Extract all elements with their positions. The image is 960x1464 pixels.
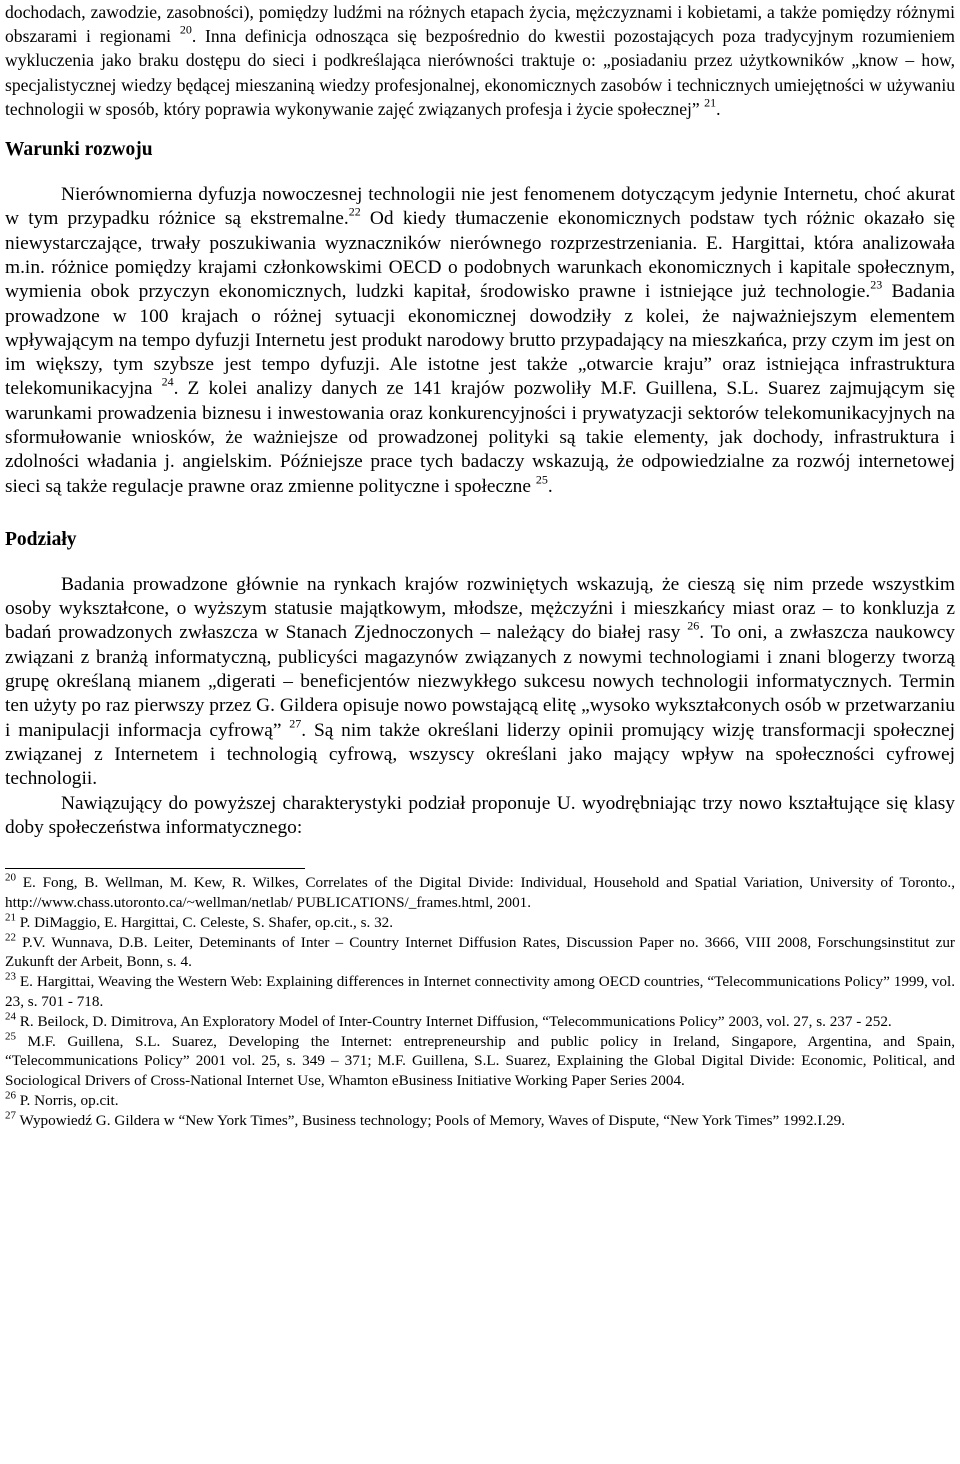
footnote-text: P.V. Wunnava, D.B. Leiter, Deteminants of Inter – Country Internet Diffusion Rates, Discussion Paper no. 3666, VIII 2008, Forschungsinstitut zur Zukunft der Arbeit, Bonn, s. 4. [5,933,955,971]
paragraph-text: dochodach, zawodzie, zasobności), pomiędzy ludźmi na różnych etapach życia, mężczyznami i kobietami, a także pomiędzy różnymi obszarami i regionami [5,2,955,47]
footnote [5,873,955,913]
paragraph-text: . [716,98,721,119]
footnote-ref[interactable]: 22 [348,204,361,219]
paragraph-text: . Są nim także określani liderzy opinii promujący wizję transformacji społecznej związanej z Internetem i technologią cyfrową, wszyscy określani jako mający wpływ na społeczności cyfrowej technologii. [5,719,956,790]
footnote [5,1029,955,1091]
footnote-text: P. Norris, op.cit. [16,1091,119,1109]
section-heading-divisions: Podziały [5,528,77,550]
footnote-number: 27 [5,1109,16,1122]
footnote [5,913,955,933]
footnote-number: 23 [5,970,16,983]
footnote-number: 21 [5,911,16,924]
paragraph-text: . Inna definicja odnosząca się bezpośrednio do kwestii pozostających poza tradycyjnym rozumieniem wykluczenia jako braku dostępu do sieci i podkreślająca nierówności traktuje o: „posiadaniu przez użytkowników „know – how, specjalistycznej wiedzy będącej mieszaniną wiedzy profesjonalnej, ekonomicznych zasobów i technicznych umiejętności w używaniu technologii w sposób, który poprawia wykonywanie zajęć związanych profesja i życie społecznej” [5,26,955,119]
footnote-ref[interactable]: 23 [870,277,883,292]
footnote-number: 26 [5,1089,16,1102]
footnote-number: 20 [5,871,16,884]
footnote-ref[interactable]: 26 [687,619,700,634]
paragraph-text: . Z kolei analizy danych ze 141 krajów pozwoliły M.F. Guillena, S.L. Suarez zajmującym się warunkami prowadzenia biznesu i inwestowania oraz konkurencyjności i prywatyzacji sektorów telekomunikacyjnych na sformułowanie wniosków, że ważniejsze od prowadzonej polityki są takie elementy, jak dochody, infrastruktura i zdolności władania j. angielskim. Późniejsze prace tych badaczy wskazują, że odpowiedzialne za rozwój internetowej sieci są także regulacje prawne oraz zmienne polityczne i społeczne [5,378,955,497]
footnote-text: M.F. Guillena, S.L. Suarez, Developing the Internet: entrepreneurship and public policy in Ireland, Singapore, Argentina, and Spain, “Telecommunications Policy” 2001 vol. 25, s. 349 – 371; M.F. Guillena, S.L. Suarez, Explaining the Global Digital Divide: Economic, Political, and Sociological Drivers of Cross-National Internet Use, Whamton eBusiness Initiative Working Paper Series 2004. [5,1032,955,1090]
footnote-ref[interactable]: 21 [704,95,717,110]
footnote [5,1012,955,1032]
footnote-ref[interactable]: 27 [289,716,302,731]
section-heading-conditions: Warunki rozwoju [5,139,153,161]
paragraph-classes-intro: Nawiązujący do powyższej charakterystyki podział proponuje U. wyodrębniając trzy nowo kształtujące się klasy doby społeczeństwa informatycznego: [5,792,955,838]
paragraph-text: Badania prowadzone głównie na rynkach krajów rozwiniętych wskazują, że cieszą się nim przede wszystkim osoby wykształcone, o wyższym statusie majątkowym, młodsze, mężczyźni i mieszkańcy miast oraz – to konkluzja z badań prowadzonych zwłaszcza w Stanach Zjednoczonych – należący do białej rasy [5,573,955,644]
paragraph-text: Nierównomierna dyfuzja nowoczesnej technologii nie jest fenomenem dotyczącym jedynie Internetu, choć akurat w tym przypadku różnice są ekstremalne. [5,184,955,230]
footnote [5,1091,955,1111]
footnote [5,972,955,1012]
footnote-text: E. Fong, B. Wellman, M. Kew, R. Wilkes, Correlates of the Digital Divide: Individual, Household and Spatial Variation, University of Toronto., http://www.chass.utoronto.ca/~wellman/netlab/ PUBLICATIONS/_frames.html, 2001. [5,874,955,911]
footnote-number: 22 [5,930,16,943]
paragraph-text: Od kiedy tłumaczenie ekonomicznych podstaw tych różnic okazało się niewystarczające, trwały poszukiwania wyznaczników nierównego rozprzestrzeniania. E. Hargittai, która analizowała m.in. różnice pomiędzy krajami członkowskimi OECD o podobnych warunkach ekonomicznych i kapitale społecznym, wymienia obok przyczyn ekonomicznych, ludzki kapitał, środowisko prawne i istniejące już technologie. [5,208,956,303]
paragraph-text: Badania prowadzone w 100 krajach o różnej sytuacji ekonomicznej dowodziły z kolei, że najważniejszym elementem wpływającym na tempo dyfuzji Internetu jest produkt narodowy brutto przypadający na mieszkańca, przy czym im jest on im większy, tym szybsze jest tempo dyfuzji. Ale istotne jest także „otwarcie kraju” oraz istniejąca infrastruktura telekomunikacyjna [5,281,955,400]
paragraph-conditions [5,183,955,499]
paragraph-divisions [5,573,955,792]
footnote-text: R. Beilock, D. Dimitrova, An Exploratory Model of Inter-Country Internet Diffusion, “Telecommunications Policy” 2003, vol. 27, s. 237 - 252. [16,1012,892,1030]
footnote-ref[interactable]: 20 [179,22,192,37]
footnote [5,930,955,973]
footnote-text: Wypowiedź G. Gildera w “New York Times”, Business technology; Pools of Memory, Waves of Dispute, “New York Times” 1992.I.29. [16,1111,846,1129]
footnote-number: 24 [5,1010,16,1023]
footnote-text: P. DiMaggio, E. Hargittai, C. Celeste, S. Shafer, op.cit., s. 32. [16,913,394,931]
footnote-ref[interactable]: 25 [535,472,548,487]
footnote-text: E. Hargittai, Weaving the Western Web: Explaining differences in Internet connectivity among OECD countries, “Telecommunications Policy” 1999, vol. 23, s. 701 - 718. [5,973,955,1010]
footnote-ref[interactable]: 24 [161,375,174,389]
footnote-separator [5,868,305,869]
paragraph-text: . To oni, a zwłaszcza naukowcy związani z branżą informatyczną, publicyści magazynów związanych z nowymi technologiami i znani blogerzy tworzą grupę określaną mianem „digerati – beneficjentów niezwykłego sukcesu nowych technologii informatycznych. Termin ten użyty po raz pierwszy przez G. Gildera opisuje nowo powstającą elitę „wysoko wykształconych osób w przetwarzaniu i manipulacji informacja cyfrową” [5,622,955,741]
footnotes-list [5,873,955,1130]
footnote [5,1111,955,1131]
footnote-number: 25 [5,1029,16,1042]
paragraph-intro [5,0,955,121]
paragraph-text: . [547,475,553,497]
